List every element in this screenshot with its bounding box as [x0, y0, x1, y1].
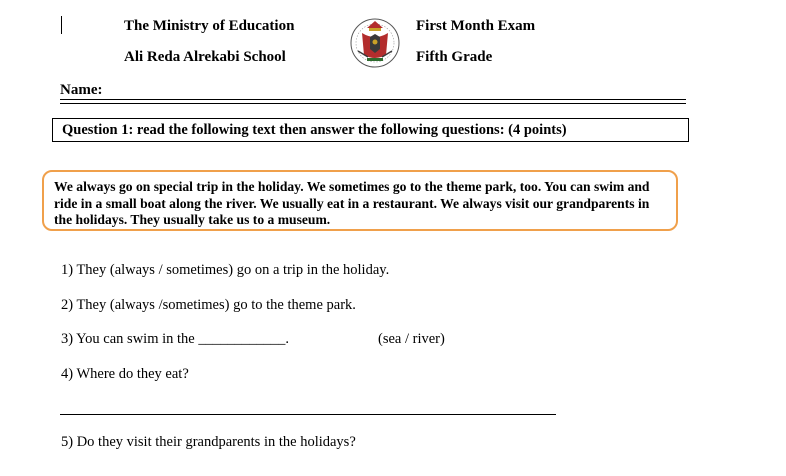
question-3-options: (sea / river)	[378, 331, 445, 347]
question-item-4: 4) Where do they eat?	[61, 366, 189, 382]
name-label: Name:	[60, 82, 103, 98]
question-item-1: 1) They (always / sometimes) go on a trip in the holiday.	[61, 262, 390, 278]
coat-of-arms-icon	[350, 13, 400, 73]
exam-title: First Month Exam	[416, 18, 536, 34]
school-name: Ali Reda Alrekabi School	[124, 49, 286, 65]
grade-label: Fifth Grade	[416, 49, 493, 65]
answer-line	[60, 414, 556, 415]
name-underline-double	[60, 103, 686, 104]
reading-passage: We always go on special trip in the holiday. We sometimes go to the theme park, too. You can swim and ride in a small boat along the river. We usually eat in a restaurant. We always visit our grandparents in the holidays. They usually take us to a museum.	[42, 170, 678, 231]
ministry-title: The Ministry of Education	[124, 18, 295, 34]
question-item-2: 2) They (always /sometimes) go to the theme park.	[61, 297, 356, 313]
text-cursor	[61, 16, 62, 34]
question-1-heading: Question 1: read the following text then answer the following questions: (4 points)	[52, 118, 689, 142]
question-item-5: 5) Do they visit their grandparents in the holidays?	[61, 434, 356, 450]
name-underline	[60, 99, 686, 100]
question-item-3: 3) You can swim in the ____________.	[61, 331, 289, 347]
